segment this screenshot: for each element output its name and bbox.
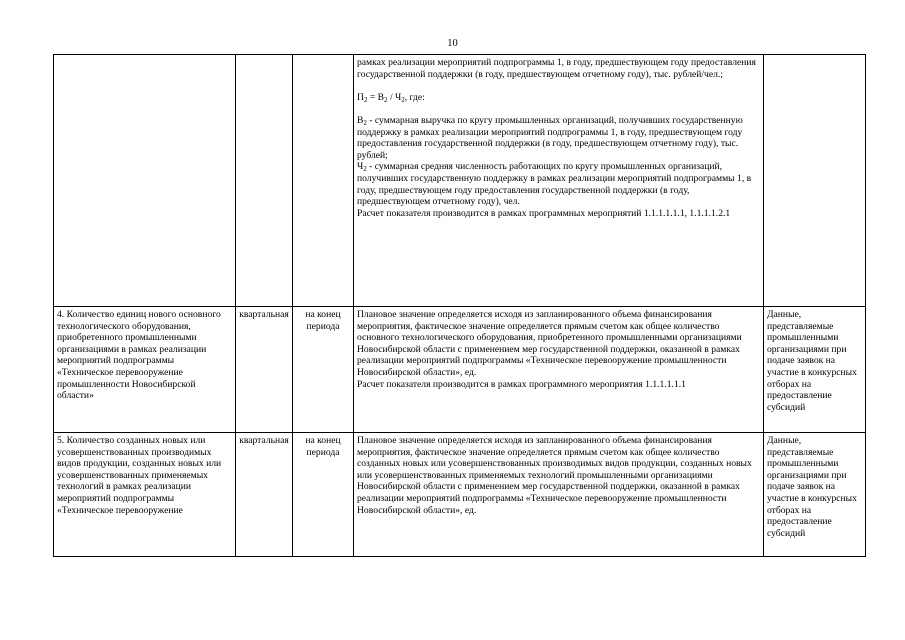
table-row — [54, 55, 866, 307]
calculation-method-cell — [354, 307, 764, 433]
method-paragraph: рамках реализации мероприятий подпрограммы 1, в году, предшествующем году предоставления государственной поддержки (в году, предшествующем отчетному году), тыс. рублей/чел.; — [357, 57, 756, 80]
data-source-cell — [764, 55, 866, 307]
indicator-name-cell: 5. Количество созданных новых или усовершенствованных производимых видов продукции, созданных новых или усовершенствованных применяемых технологий в рамках реализации мероприятий подпрограммы «Техническое перевооружение — [54, 433, 236, 557]
periodicity-cell: квартальная — [236, 433, 293, 557]
table-row — [54, 307, 866, 433]
formula: $П_2 = В_2 / Ч_2$, где: — [357, 91, 425, 104]
data-source-cell: Данные, представляемые промышленными организациями при подаче заявок на участие в конкурсных отборах на предоставление субсидий — [764, 307, 866, 433]
indicator-type-cell — [293, 55, 354, 307]
indicator-name-cell: 4. Количество единиц нового основного технологического оборудования, приобретенного промышленными организациями в рамках реализации мероприятий подпрограммы «Техническое перевооружение промышленности Новосибирской области» — [54, 307, 236, 433]
calculation-note: Расчет показателя производится в рамках программных мероприятий 1.1.1.1.1.1, 1.1.1.1.2.1 — [357, 207, 731, 219]
periodicity-cell — [236, 55, 293, 307]
variable-definition: $Ч_2$ - суммарная средняя численность работающих по кругу промышленных организаций, получивших государственную поддержку в рамках реализации мероприятий подпрограммы 1, в году, предшествующем году предоставления государственной поддержки (в году, предшествующем отчетному году), чел. — [357, 161, 752, 208]
indicator-type-cell: на конец периода — [293, 307, 354, 433]
indicator-name-cell — [54, 55, 236, 307]
calculation-note: Расчет показателя производится в рамках программного мероприятия 1.1.1.1.1.1 — [357, 378, 686, 390]
variable-definition: $В_2$ - суммарная выручка по кругу промышленных организаций, получивших государственную поддержку в рамках реализации мероприятий подпрограммы 1, в году, предшествующем году предоставления государственной поддержки (в году, предшествующем отчетному году), тыс. рублей; — [357, 114, 743, 161]
calculation-method-cell — [354, 55, 764, 307]
method-paragraph: Плановое значение определяется исходя из запланированного объема финансирования мероприятия, фактическое значение определяется прямым счетом как общее количество основного технологического оборудования, приобретенного промышленными организациями Новосибирской области с применением мер государственной поддержки, оказанной в рамках реализации мероприятий подпрограммы «Техническое перевооружение промышленности Новосибирской области», ед. — [357, 309, 742, 378]
periodicity-cell: квартальная — [236, 307, 293, 433]
page-number: 10 — [447, 38, 458, 49]
table-row — [54, 433, 866, 557]
calculation-method-cell: Плановое значение определяется исходя из запланированного объема финансирования мероприятия, фактическое значение определяется прямым счетом как общее количество созданных новых или усовершенствованных производимых видов продукции, созданных новых или усовершенствованных применяемых технологий промышленными организациями Новосибирской области с применением мер государственной поддержки, оказанной в рамках реализации мероприятий подпрограммы «Техническое перевооружение промышленности Новосибирской области», ед. — [354, 433, 764, 557]
indicators-table — [53, 54, 866, 557]
data-source-cell: Данные, представляемые промышленными организациями при подаче заявок на участие в конкурсных отборах на предоставление субсидий — [764, 433, 866, 557]
indicator-type-cell: на конец периода — [293, 433, 354, 557]
